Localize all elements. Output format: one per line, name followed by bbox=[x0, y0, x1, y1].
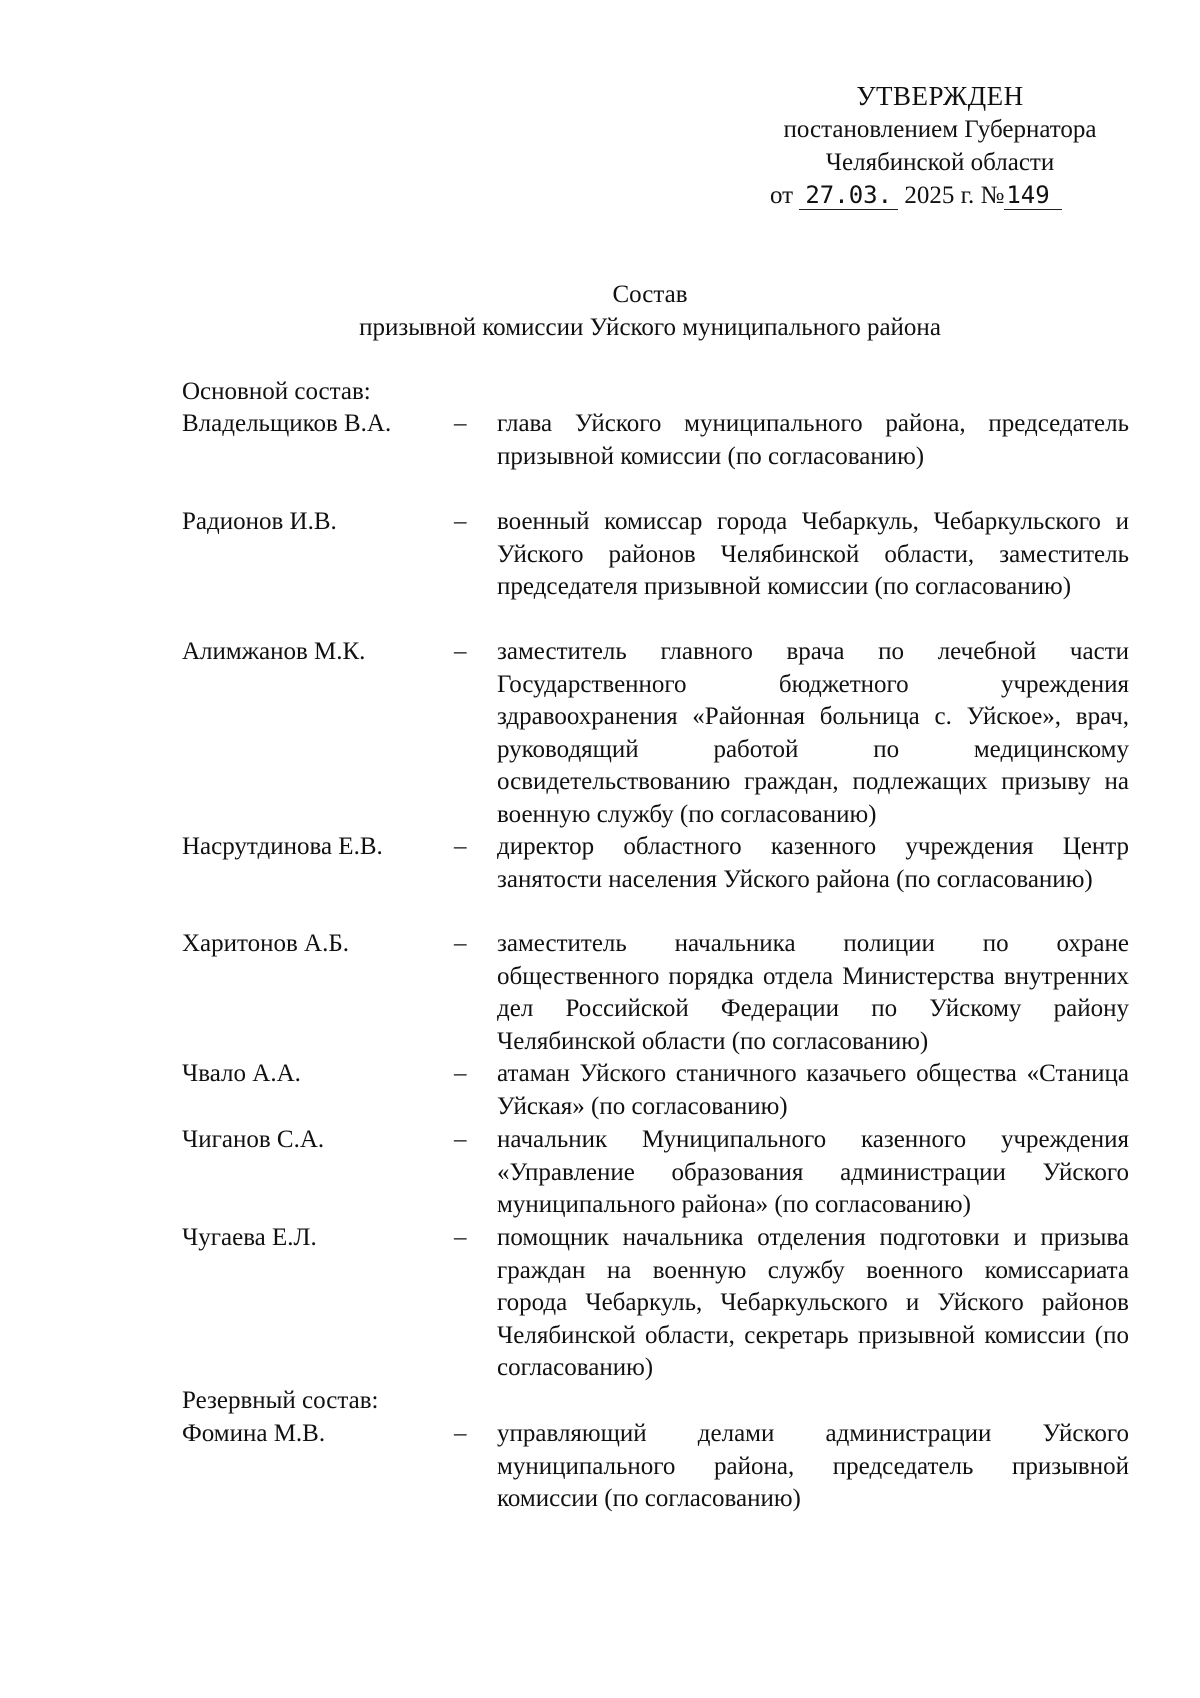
member-dash: – bbox=[454, 1224, 467, 1251]
member-row bbox=[182, 1418, 1132, 1516]
document-title: Состав bbox=[612, 281, 688, 308]
year-suffix: 2025 г. № bbox=[904, 182, 1005, 209]
document-subtitle: призывной комиссии Уйского муниципального района bbox=[359, 314, 941, 341]
member-duty: директор областного казенного учреждения Центр занятости населения Уйского района (по согласованию) bbox=[497, 833, 1129, 893]
approval-date-line bbox=[750, 179, 1130, 212]
member-name: Харитонов А.Б. bbox=[182, 930, 349, 957]
member-row bbox=[182, 408, 1132, 473]
member-dash: – bbox=[454, 930, 467, 957]
member-dash: – bbox=[454, 508, 467, 535]
member-row bbox=[182, 928, 1132, 1058]
member-duty: управляющий делами администрации Уйского муниципального района, председатель призывной комиссии (по согласованию) bbox=[497, 1420, 1129, 1513]
member-duty: помощник начальника отделения подготовки и призыва граждан на военную службу военного комиссариата города Чебаркуль, Чебаркульского и Уйского районов Челябинской области, секретарь призывной комиссии (по согласованию) bbox=[497, 1224, 1129, 1382]
member-name: Насрутдинова Е.В. bbox=[182, 833, 383, 860]
member-dash: – bbox=[454, 1420, 467, 1447]
decree-number: 149 bbox=[1004, 181, 1061, 210]
member-name: Чиганов С.А. bbox=[182, 1126, 325, 1153]
member-duty: заместитель начальника полиции по охране общественного порядка отдела Министерства внутренних дел Российской Федерации по Уйскому району Челябинской области (по согласованию) bbox=[497, 930, 1129, 1055]
document-title-block bbox=[0, 278, 1200, 344]
main-composition-heading: Основной состав: bbox=[182, 378, 371, 405]
member-dash: – bbox=[454, 1060, 467, 1087]
member-name: Алимжанов М.К. bbox=[182, 638, 366, 665]
member-dash: – bbox=[454, 410, 467, 437]
member-dash: – bbox=[454, 1126, 467, 1153]
member-row bbox=[182, 1058, 1132, 1123]
member-name: Чвало А.А. bbox=[182, 1060, 301, 1087]
member-duty: начальник Муниципального казенного учреждения «Управление образования администрации Уйского муниципального района» (по согласованию) bbox=[497, 1126, 1129, 1219]
member-duty: заместитель главного врача по лечебной части Государственного бюджетного учреждения здравоохранения «Районная больница с. Уйское», врач, руководящий работой по медицинскому освидетельствованию граждан, подлежащих призыву на военную службу (по согласованию) bbox=[497, 638, 1129, 828]
member-name: Чугаева Е.Л. bbox=[182, 1224, 317, 1251]
approval-title: УТВЕРЖДЕН bbox=[856, 81, 1024, 111]
member-row bbox=[182, 831, 1132, 896]
member-duty: военный комиссар города Чебаркуль, Чебаркульского и Уйского районов Челябинской области, заместитель председателя призывной комиссии (по согласованию) bbox=[497, 508, 1129, 601]
member-dash: – bbox=[454, 638, 467, 665]
member-dash: – bbox=[454, 833, 467, 860]
date-value: 27.03. bbox=[799, 181, 898, 210]
member-name: Владельщиков В.А. bbox=[182, 410, 392, 437]
member-name: Фомина М.В. bbox=[182, 1420, 326, 1447]
member-duty: атаман Уйского станичного казачьего общества «Станица Уйская» (по согласованию) bbox=[497, 1060, 1129, 1120]
member-row bbox=[182, 636, 1132, 832]
approval-line-1: постановлением Губернатора bbox=[783, 116, 1097, 143]
member-row bbox=[182, 1124, 1132, 1222]
reserve-composition-heading: Резервный состав: bbox=[182, 1387, 379, 1414]
member-row bbox=[182, 506, 1132, 604]
approval-block bbox=[750, 80, 1130, 212]
member-duty: глава Уйского муниципального района, председатель призывной комиссии (по согласованию) bbox=[497, 410, 1129, 470]
member-row bbox=[182, 1222, 1132, 1385]
date-prefix: от bbox=[770, 182, 794, 209]
member-name: Радионов И.В. bbox=[182, 508, 337, 535]
approval-line-2: Челябинской области bbox=[825, 149, 1055, 176]
